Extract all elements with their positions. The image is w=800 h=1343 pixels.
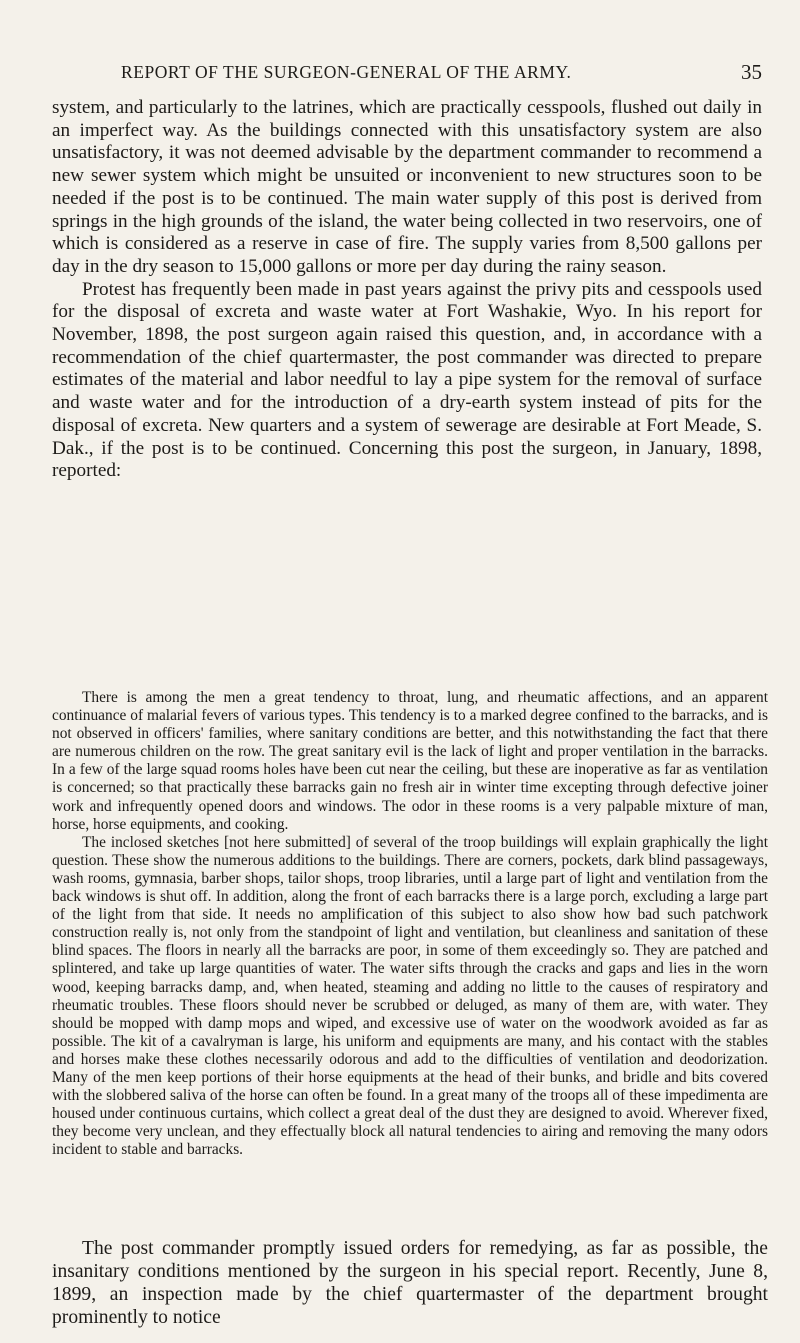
running-title: REPORT OF THE SURGEON-GENERAL OF THE ARMY. bbox=[121, 62, 572, 82]
body-text bbox=[52, 97, 762, 483]
paragraph-fort-washakie: Protest has frequently been made in past years against the privy pits and cesspools used for the disposal of excreta and waste water at Fort Washakie, Wyo. In his report for November, 1898, the post surgeon again raised this question, and, in accordance with a recommendation of the chief quartermaster, the post commander was directed to prepare estimates of the material and labor needful to lay a pipe system for the removal of surface and waste water and for the introduction of a dry-earth system instead of pits for the disposal of excreta. New quarters and a system of sewerage are desirable at Fort Meade, S. Dak., if the post is to be continued. Concerning this post the surgeon, in January, 1898, reported: bbox=[52, 278, 762, 482]
quote-paragraph-sketches: The inclosed sketches [not here submitted] of several of the troop buildings will explain graphically the light question. These show the numerous additions to the buildings. There are corners, pockets, dark blind passageways, wash rooms, gymnasia, barber shops, tailor shops, troop libraries, until a large part of light and ventilation from the back windows is shut off. In addition, along the front of each barracks there is a large porch, excluding a large part of the light from that side. It needs no amplification of this subject to also show how bad such patchwork construction really is, not only from the standpoint of light and ventilation, but cleanliness and sanitation of these blind spaces. The floors in nearly all the barracks are poor, in some of them exceedingly so. They are patched and splintered, and take up large quantities of water. The water sifts through the cracks and gaps and lies in the worn wood, keeping barracks damp, and, when heated, steaming and adding no little to the causes of respiratory and rheumatic troubles. These floors should never be scrubbed or deluged, as many of them are, with water. They should be mopped with damp mops and wiped, and excessive use of water on the woodwork avoided as far as possible. The kit of a cavalryman is large, his uniform and equipments are many, and his contact with the stables and horses make these clothes necessarily odorous and add to the difficulties of ventilation and deodorization. Many of the men keep portions of their horse equipments at the head of their bunks, and bridle and bits covered with the slobbered saliva of the horse can often be found. In a great many of the troops all of these impedimenta are housed under continuous curtains, which collect a great deal of the dust they are designed to avoid. Wherever fixed, they become very unclean, and they effectually block all natural tendencies to airing and removing the many odors incident to stable and barracks. bbox=[52, 833, 768, 1159]
page-number: 35 bbox=[741, 60, 762, 84]
surgeon-report-quote bbox=[52, 689, 768, 1159]
running-head bbox=[121, 62, 762, 86]
paragraph-post-commander: The post commander promptly issued orders for remedying, as far as possible, the insanitary conditions mentioned by the surgeon in his special report. Recently, June 8, 1899, an inspection made by the chief quartermaster of the department brought prominently to notice bbox=[52, 1238, 768, 1328]
paragraph-sewer-system: system, and particularly to the latrines, which are practically cesspools, flushed out daily in an imperfect way. As the buildings connected with this unsatisfactory system are also unsatisfactory, it was not deemed advisable by the department commander to recommend a new sewer system which might be unsuited or inconvenient to new structures soon to be needed if the post is to be continued. The main water supply of this post is derived from springs in the high grounds of the island, the water being collected in two reservoirs, one of which is considered as a reserve in case of fire. The supply varies from 8,500 gallons per day in the dry season to 15,000 gallons or more per day during the rainy season. bbox=[52, 97, 762, 277]
closing-text bbox=[52, 1238, 768, 1330]
quote-paragraph-ventilation: There is among the men a great tendency to throat, lung, and rheumatic affections, and an apparent continuance of malarial fevers of various types. This tendency is to a marked degree confined to the barracks, and is not observed in officers' families, where sanitary conditions are better, and this notwithstanding the fact that there are numerous children on the row. The great sanitary evil is the lack of light and proper ventilation in the barracks. In a few of the large squad rooms holes have been cut near the ceiling, but these are inoperative as far as ventilation is concerned; so that practically these barracks gain no fresh air in winter time excepting through defective joiner work and infrequently opened doors and windows. The odor in these rooms is a very palpable mixture of man, horse, horse equipments, and cooking. bbox=[52, 689, 768, 833]
